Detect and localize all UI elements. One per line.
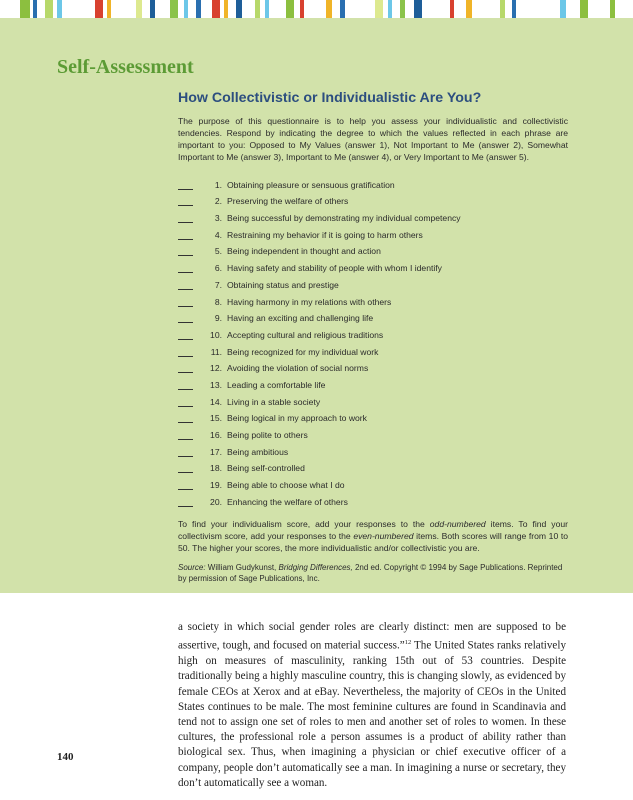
questionnaire-item xyxy=(178,490,568,507)
item-text: Having harmony in my relations with others xyxy=(227,296,392,307)
answer-blank[interactable] xyxy=(178,297,193,307)
answer-blank[interactable] xyxy=(178,230,193,240)
questionnaire-item xyxy=(178,223,568,240)
questionnaire-item xyxy=(178,256,568,273)
answer-blank[interactable] xyxy=(178,196,193,206)
questionnaire-item xyxy=(178,390,568,407)
item-text: Being successful by demonstrating my individual competency xyxy=(227,213,461,224)
item-text: Leading a comfortable life xyxy=(227,379,326,390)
item-number: 6. xyxy=(214,263,222,274)
scoring-instructions: To find your individualism score, add your responses to the odd-numbered items. To find your collectivism score, add your responses to the even-numbered items. Both scores will range from 10 to 50. The higher your scores, the more individualistic and/or collectivistic you are. xyxy=(178,518,568,553)
questionnaire-item xyxy=(178,273,568,290)
questionnaire-item xyxy=(178,423,568,440)
item-text: Enhancing the welfare of others xyxy=(227,496,348,507)
item-text: Accepting cultural and religious traditions xyxy=(227,329,384,340)
item-text: Being recognized for my individual work xyxy=(227,346,379,357)
item-number: 1. xyxy=(214,179,222,190)
item-number: 13. xyxy=(210,379,222,390)
answer-blank[interactable] xyxy=(178,280,193,290)
item-text: Being independent in thought and action xyxy=(227,246,381,257)
item-number: 7. xyxy=(214,279,222,290)
item-number: 5. xyxy=(214,246,222,257)
answer-blank[interactable] xyxy=(178,380,193,390)
item-number: 12. xyxy=(210,363,222,374)
item-text: Being ambitious xyxy=(227,446,289,457)
questionnaire-title: How Collectivistic or Individualistic Are You? xyxy=(178,90,482,106)
answer-blank[interactable] xyxy=(178,397,193,407)
item-text: Living in a stable society xyxy=(227,396,321,407)
questionnaire-item xyxy=(178,240,568,257)
answer-blank[interactable] xyxy=(178,430,193,440)
item-number: 16. xyxy=(210,430,222,440)
questionnaire-item xyxy=(178,206,568,223)
answer-blank[interactable] xyxy=(178,447,193,457)
item-text: Having an exciting and challenging life xyxy=(227,313,374,324)
answer-blank[interactable] xyxy=(178,497,193,507)
answer-blank[interactable] xyxy=(178,213,193,223)
questionnaire-item xyxy=(178,307,568,324)
questionnaire-item xyxy=(178,457,568,474)
answer-blank[interactable] xyxy=(178,246,193,256)
answer-blank[interactable] xyxy=(178,313,193,323)
answer-blank[interactable] xyxy=(178,480,193,490)
item-number: 4. xyxy=(214,229,222,240)
item-text: Being polite to others xyxy=(227,430,308,440)
questionnaire-item xyxy=(178,290,568,307)
questionnaire-items xyxy=(178,173,568,507)
item-text: Being logical in my approach to work xyxy=(227,413,367,424)
source-citation: Source: William Gudykunst, Bridging Differences, 2nd ed. Copyright © 1994 by Sage Publications. Reprinted by permission of Sage Publications, Inc. xyxy=(178,562,563,584)
item-number: 18. xyxy=(210,463,222,474)
questionnaire-item xyxy=(178,190,568,207)
questionnaire-intro: The purpose of this questionnaire is to help you assess your individualistic and collectivistic tendencies. Respond by indicating the degree to which the values reflected in each phrase are important to you: Opposed to My Values (answer 1), Not Important to Me (answer 2), Somewhat Important to Me (answer 3), Important to Me (answer 4), or Very Important to Me (answer 5). xyxy=(178,116,568,162)
item-number: 11. xyxy=(210,346,222,357)
page-number: 140 xyxy=(57,751,74,763)
section-label: Self-Assessment xyxy=(57,56,194,78)
body-paragraph: a society in which social gender roles are clearly distinct: men are supposed to be assertive, tough, and focused on material success.”$^{12}$ The United States ranks relatively high on measures of masculinity, ranking 15th out of 53 countries. Despite traditionally being a highly masculine country, this is changing slowly, as evidenced by female CEOs at Xerox and at eBay. Nevertheless, the majority of CEOs in the United States continues to be male. The most feminine cultures are found in Scandinavia and tend not to assign one set of roles to men and another set of roles to women. In these cultures, the professional role a person assumes is a product of ability rather than biological sex. Thus, when imagining a physician or chief executive officer of a company, people don’t automatically see a man. In imagining a nurse or secretary, they don’t automatically see a woman. xyxy=(178,621,566,789)
item-text: Obtaining pleasure or sensuous gratification xyxy=(227,179,395,190)
item-number: 10. xyxy=(210,329,222,340)
answer-blank[interactable] xyxy=(178,463,193,473)
item-text: Having safety and stability of people with whom I identify xyxy=(227,263,442,274)
questionnaire-item xyxy=(178,323,568,340)
item-number: 17. xyxy=(210,446,222,457)
item-number: 14. xyxy=(210,396,222,407)
item-text: Avoiding the violation of social norms xyxy=(227,363,369,374)
answer-blank[interactable] xyxy=(178,330,193,340)
footnote-marker: 12 xyxy=(404,639,412,647)
item-text: Being self-controlled xyxy=(227,463,305,474)
item-text: Preserving the welfare of others xyxy=(227,196,349,207)
questionnaire-item xyxy=(178,173,568,190)
item-text: Restraining my behavior if it is going to harm others xyxy=(227,229,423,240)
item-number: 20. xyxy=(210,496,222,507)
item-number: 19. xyxy=(210,480,222,491)
questionnaire-item xyxy=(178,357,568,374)
item-text: Being able to choose what I do xyxy=(227,480,345,491)
answer-blank[interactable] xyxy=(178,363,193,373)
answer-blank[interactable] xyxy=(178,263,193,273)
questionnaire-item xyxy=(178,473,568,490)
answer-blank[interactable] xyxy=(178,347,193,357)
item-number: 2. xyxy=(214,196,222,207)
item-text: Obtaining status and prestige xyxy=(227,279,339,290)
item-number: 15. xyxy=(210,413,222,424)
questionnaire xyxy=(178,90,568,593)
item-number: 9. xyxy=(214,313,222,324)
item-number: 8. xyxy=(214,296,222,307)
questionnaire-item xyxy=(178,407,568,424)
item-number: 3. xyxy=(214,213,222,224)
answer-blank[interactable] xyxy=(178,180,193,190)
questionnaire-item xyxy=(178,340,568,357)
answer-blank[interactable] xyxy=(178,413,193,423)
questionnaire-item xyxy=(178,373,568,390)
questionnaire-item xyxy=(178,440,568,457)
